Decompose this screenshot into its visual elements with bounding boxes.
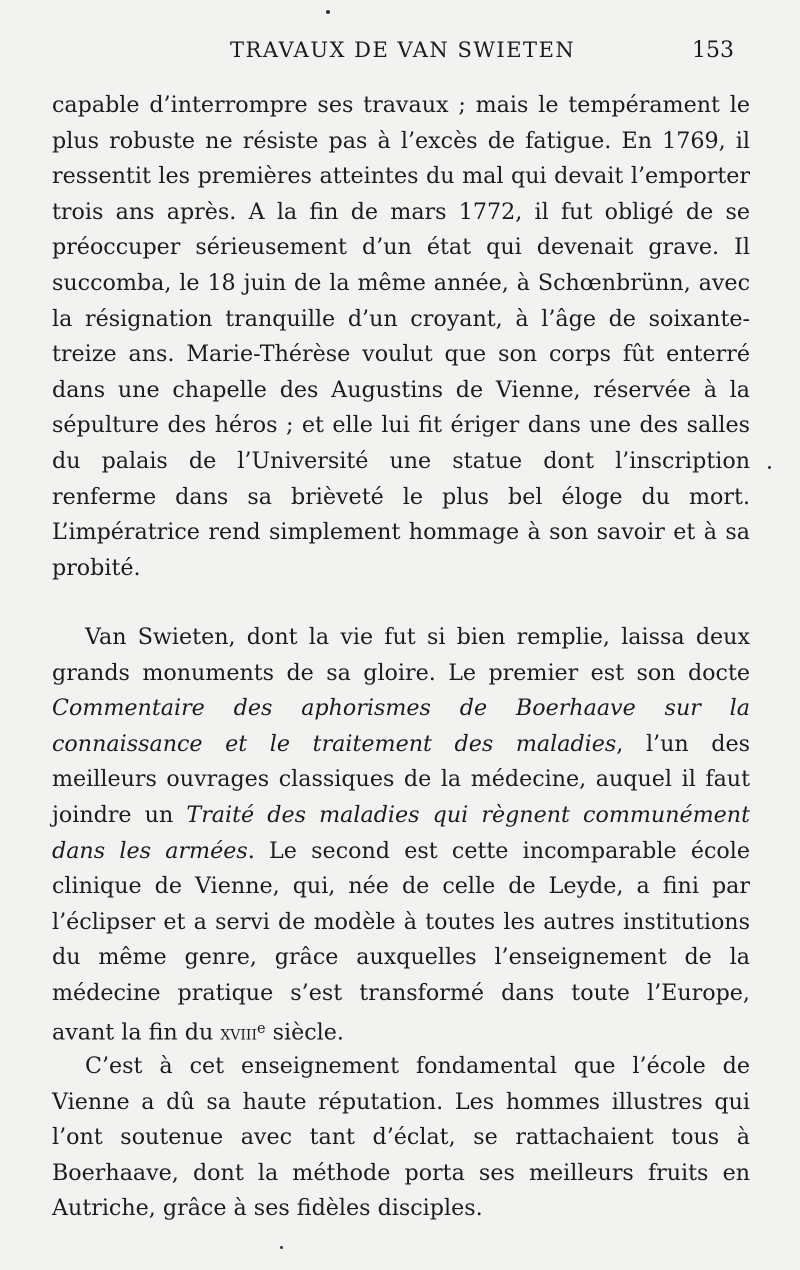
running-title: TRAVAUX DE VAN SWIETEN (230, 38, 576, 62)
paragraph-1 (52, 88, 750, 586)
paragraph-2-text (52, 620, 750, 1051)
paragraph-1-text: capable d’interrompre ses travaux ; mais le tempérament le plus robuste ne résiste pas à l’excès de fatigue. En 1769, il ressentit les premières atteintes du mal qui devait l’emporter trois ans après. A la fin de mars 1772, il fut obligé de se préoccuper sérieusement d’un état qui devenait grave. Il succomba, le 18 juin de la même année, à Schœnbrünn, avec la résignation tranquille d’un croyant, à l’âge de soixante-treize ans. Marie-Thérèse voulut que son corps fût enterré dans une chapelle des Augustins de Vienne, réservée à la sépulture des héros ; et elle lui fit ériger dans une des salles du palais de l’Université une statue dont l’inscription renferme dans sa brièveté le plus bel éloge du mort. L’impératrice rend simplement hommage à son savoir et à sa probité. (52, 92, 750, 581)
print-speck (326, 10, 330, 14)
p2-text-1: Van Swieten, dont la vie fut si bien remplie, laissa deux grands monuments de sa gloire. Le premier est son docte (52, 624, 750, 686)
p2-text-3: . Le second est cette incomparable école clinique de Vienne, qui, née de celle de Leyde, a fini par l’éclipser et a servi de modèle à toutes les autres institutions du même genre, grâce auxquelles l’enseignement de la médecine pratique s’est transformé dans toute l’Europe, avant la fin du (52, 837, 750, 1046)
print-speck (280, 1246, 283, 1249)
page-header (52, 38, 734, 72)
century-superscript: e (257, 1020, 266, 1037)
paragraph-2 (52, 620, 750, 1051)
p2-title-traite: Traité des maladies qui règnent communément dans les armées (52, 801, 750, 864)
p2-title-commentaire: Commentaire des aphorismes de Boerhaave sur la connaissance et le traitement des maladies (52, 695, 750, 757)
p2-text-4: siècle. (265, 1019, 344, 1046)
paragraph-3 (52, 1049, 750, 1227)
p2-text-2: , l’un des meilleurs ouvrages classiques de la médecine, auquel il faut joindre un (52, 730, 751, 828)
print-speck (768, 466, 771, 469)
page-number: 153 (692, 38, 734, 63)
paragraph-3-text: C’est à cet enseignement fondamental que l’école de Vienne a dû sa haute réputation. Les hommes illustres qui l’ont soutenue avec tant d’éclat, se rattachaient tous à Boerhaave, dont la méthode porta ses meilleurs fruits en Autriche, grâce à ses fidèles disciples. (52, 1053, 750, 1222)
century-numeral: xviii (220, 1020, 257, 1045)
